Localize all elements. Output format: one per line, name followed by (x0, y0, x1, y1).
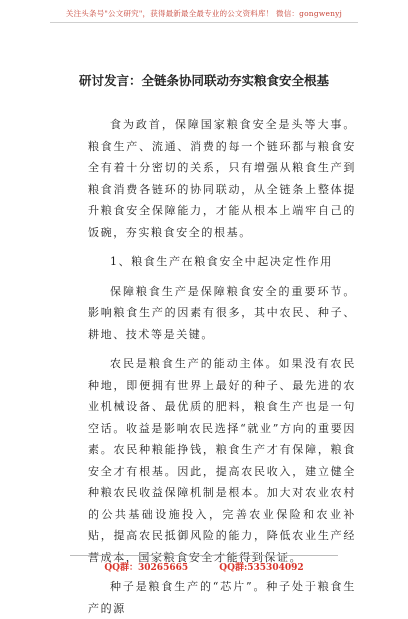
header-note: 关注头条号"公文研究"，获得最新最全最专业的公文资料库！ 微信：gongwenyj (65, 9, 343, 18)
paragraph: 保障粮食生产是保障粮食安全的重要环节。影响粮食生产的因素有很多，其中农民、种子、耕地、技术等是关键。 (88, 284, 356, 341)
document-title: 研讨发言：全链条协同联动夯实粮食安全根基 (78, 73, 329, 88)
document-body (88, 114, 356, 619)
paragraph: 农民是粮食生产的能动主体。如果没有农民种地，即便拥有世界上最好的种子、最先进的农业机械设备、最优质的肥料，粮食生产也是一句空话。收益是影响农民选择“就业”方向的重要因素。农民种粮能挣钱，粮食生产才有保障，粮食安全才有根基。因此，提高农民收入，建立健全种粮农民收益保障机制是根本。加大对农业农村的公共基础设施投入，完善农业保险和农业补贴，提高农民抵御风险的能力，降低农业生产经营成本，国家粮食安全才能得到保证。 (88, 357, 356, 564)
footer-qq-group-1: QQ群：30265665 (104, 563, 189, 573)
footer-divider (70, 555, 338, 556)
footer-qq-group-2: QQ群:535304092 (219, 563, 304, 573)
header-divider (50, 22, 358, 23)
paragraph: 种子是粮食生产的“芯片”。种子处于粮食生产的源 (88, 580, 356, 615)
paragraph: 食为政首，保障国家粮食安全是头等大事。粮食生产、流通、消费的每一个链环都与粮食安全有着十分密切的关系，只有增强从粮食生产到粮食消费各链环的协同联动，从全链条上整体提升粮食安全保障能力，才能从根本上端牢自己的饭碗，夯实粮食安全的根基。 (88, 118, 356, 239)
section-heading: 1、粮食生产在粮食安全中起决定性作用 (110, 255, 333, 268)
footer (0, 560, 408, 573)
